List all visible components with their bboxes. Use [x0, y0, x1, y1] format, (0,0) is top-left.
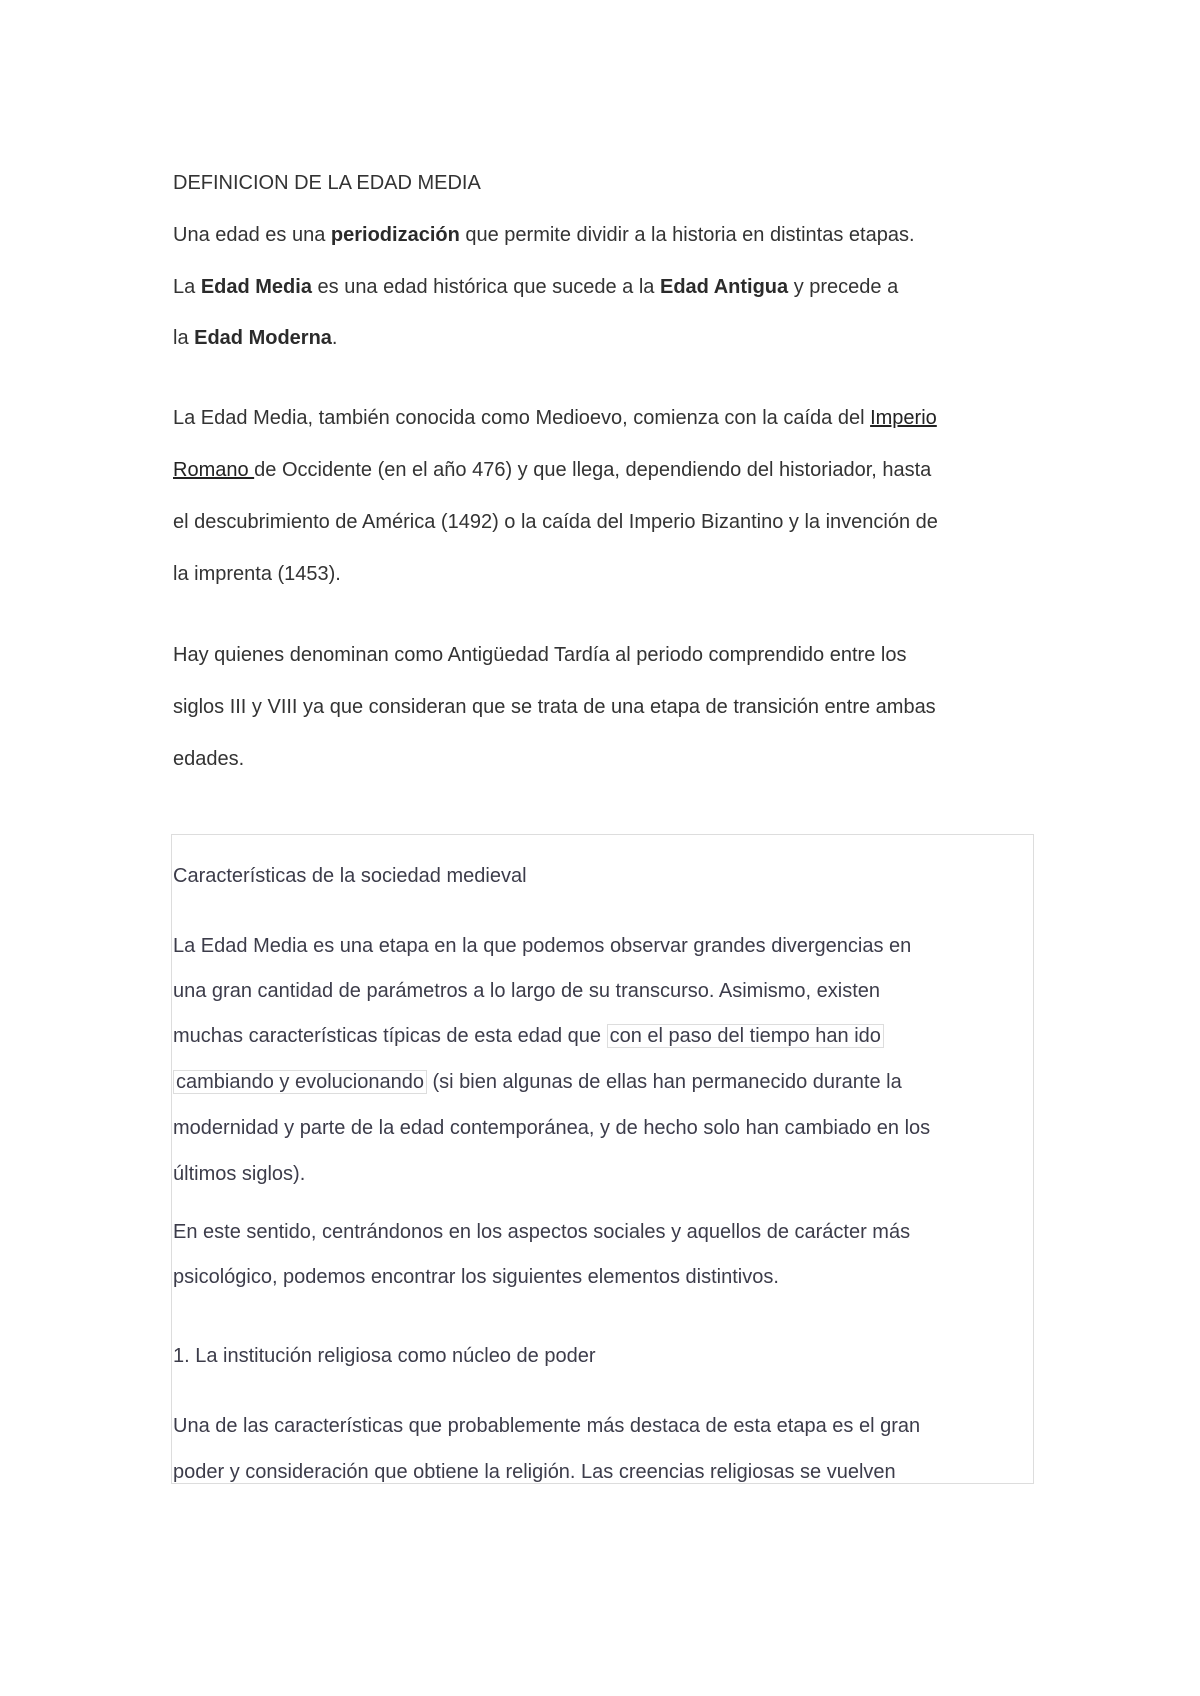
box-paragraph-line: La Edad Media es una etapa en la que podemos observar grandes divergencias en: [173, 935, 912, 957]
paragraph-edad-media-line1: [173, 276, 898, 299]
quoted-content-box: [171, 834, 1034, 1484]
box-paragraph-line: una gran cantidad de parámetros a lo largo de su transcurso. Asimismo, existen: [173, 980, 881, 1002]
bold-term: Edad Moderna: [194, 327, 332, 349]
text-run: Una edad es una: [173, 224, 331, 246]
box-paragraph-line: En este sentido, centrándonos en los aspectos sociales y aquellos de carácter más: [173, 1221, 911, 1243]
paragraph-edad-media-line2: [173, 327, 337, 350]
paragraph-medioevo-line1: [173, 407, 937, 430]
imperio-romano-link[interactable]: Imperio: [870, 407, 937, 429]
paragraph-antiguedad-line3: edades.: [173, 748, 245, 770]
highlighted-phrase: cambiando y evolucionando: [173, 1070, 427, 1094]
box-paragraph-line: [173, 1025, 884, 1048]
text-run: es una edad histórica que sucede a la: [311, 276, 660, 298]
box-paragraph-line: últimos siglos).: [173, 1163, 306, 1185]
paragraph-periodizacion: [173, 224, 915, 247]
section-heading: Características de la sociedad medieval: [173, 865, 527, 887]
box-paragraph-line: psicológico, podemos encontrar los siguientes elementos distintivos.: [173, 1266, 779, 1288]
box-paragraph-line: poder y consideración que obtiene la religión. Las creencias religiosas se vuelven: [173, 1461, 896, 1483]
bold-term: Edad Media: [200, 276, 312, 298]
text-run: .: [331, 327, 338, 349]
text-run: que permite dividir a la historia en distintas etapas.: [459, 224, 915, 246]
text-run: de Occidente (en el año 476) y que llega, dependiendo del historiador, hasta: [254, 459, 932, 481]
bold-term: Edad Antigua: [659, 276, 789, 298]
text-run: (si bien algunas de ellas han permanecido durante la: [426, 1071, 902, 1093]
imperio-romano-link[interactable]: Romano: [173, 459, 255, 481]
text-run: la: [173, 327, 195, 349]
page-title: DEFINICION DE LA EDAD MEDIA: [173, 172, 481, 194]
box-paragraph-line: Una de las características que probablemente más destaca de esta etapa es el gran: [173, 1415, 921, 1437]
text-run: La: [173, 276, 201, 298]
subsection-heading: 1. La institución religiosa como núcleo de poder: [173, 1345, 596, 1367]
text-run: y precede a: [788, 276, 899, 298]
box-paragraph-line: [173, 1071, 902, 1094]
bold-term: periodización: [330, 224, 460, 246]
highlighted-phrase: con el paso del tiempo han ido: [607, 1024, 884, 1048]
text-run: La Edad Media, también conocida como Medioevo, comienza con la caída del: [173, 407, 871, 429]
box-paragraph-line: modernidad y parte de la edad contemporánea, y de hecho solo han cambiado en los: [173, 1117, 931, 1139]
paragraph-antiguedad-line2: siglos III y VIII ya que consideran que se trata de una etapa de transición entre ambas: [173, 696, 936, 718]
paragraph-medioevo-line2: [173, 459, 931, 482]
paragraph-medioevo-line3: el descubrimiento de América (1492) o la caída del Imperio Bizantino y la invención de: [173, 511, 938, 533]
text-run: muchas características típicas de esta edad que: [173, 1025, 607, 1047]
paragraph-medioevo-line4: la imprenta (1453).: [173, 563, 341, 585]
paragraph-antiguedad-line1: Hay quienes denominan como Antigüedad Tardía al periodo comprendido entre los: [173, 644, 907, 666]
